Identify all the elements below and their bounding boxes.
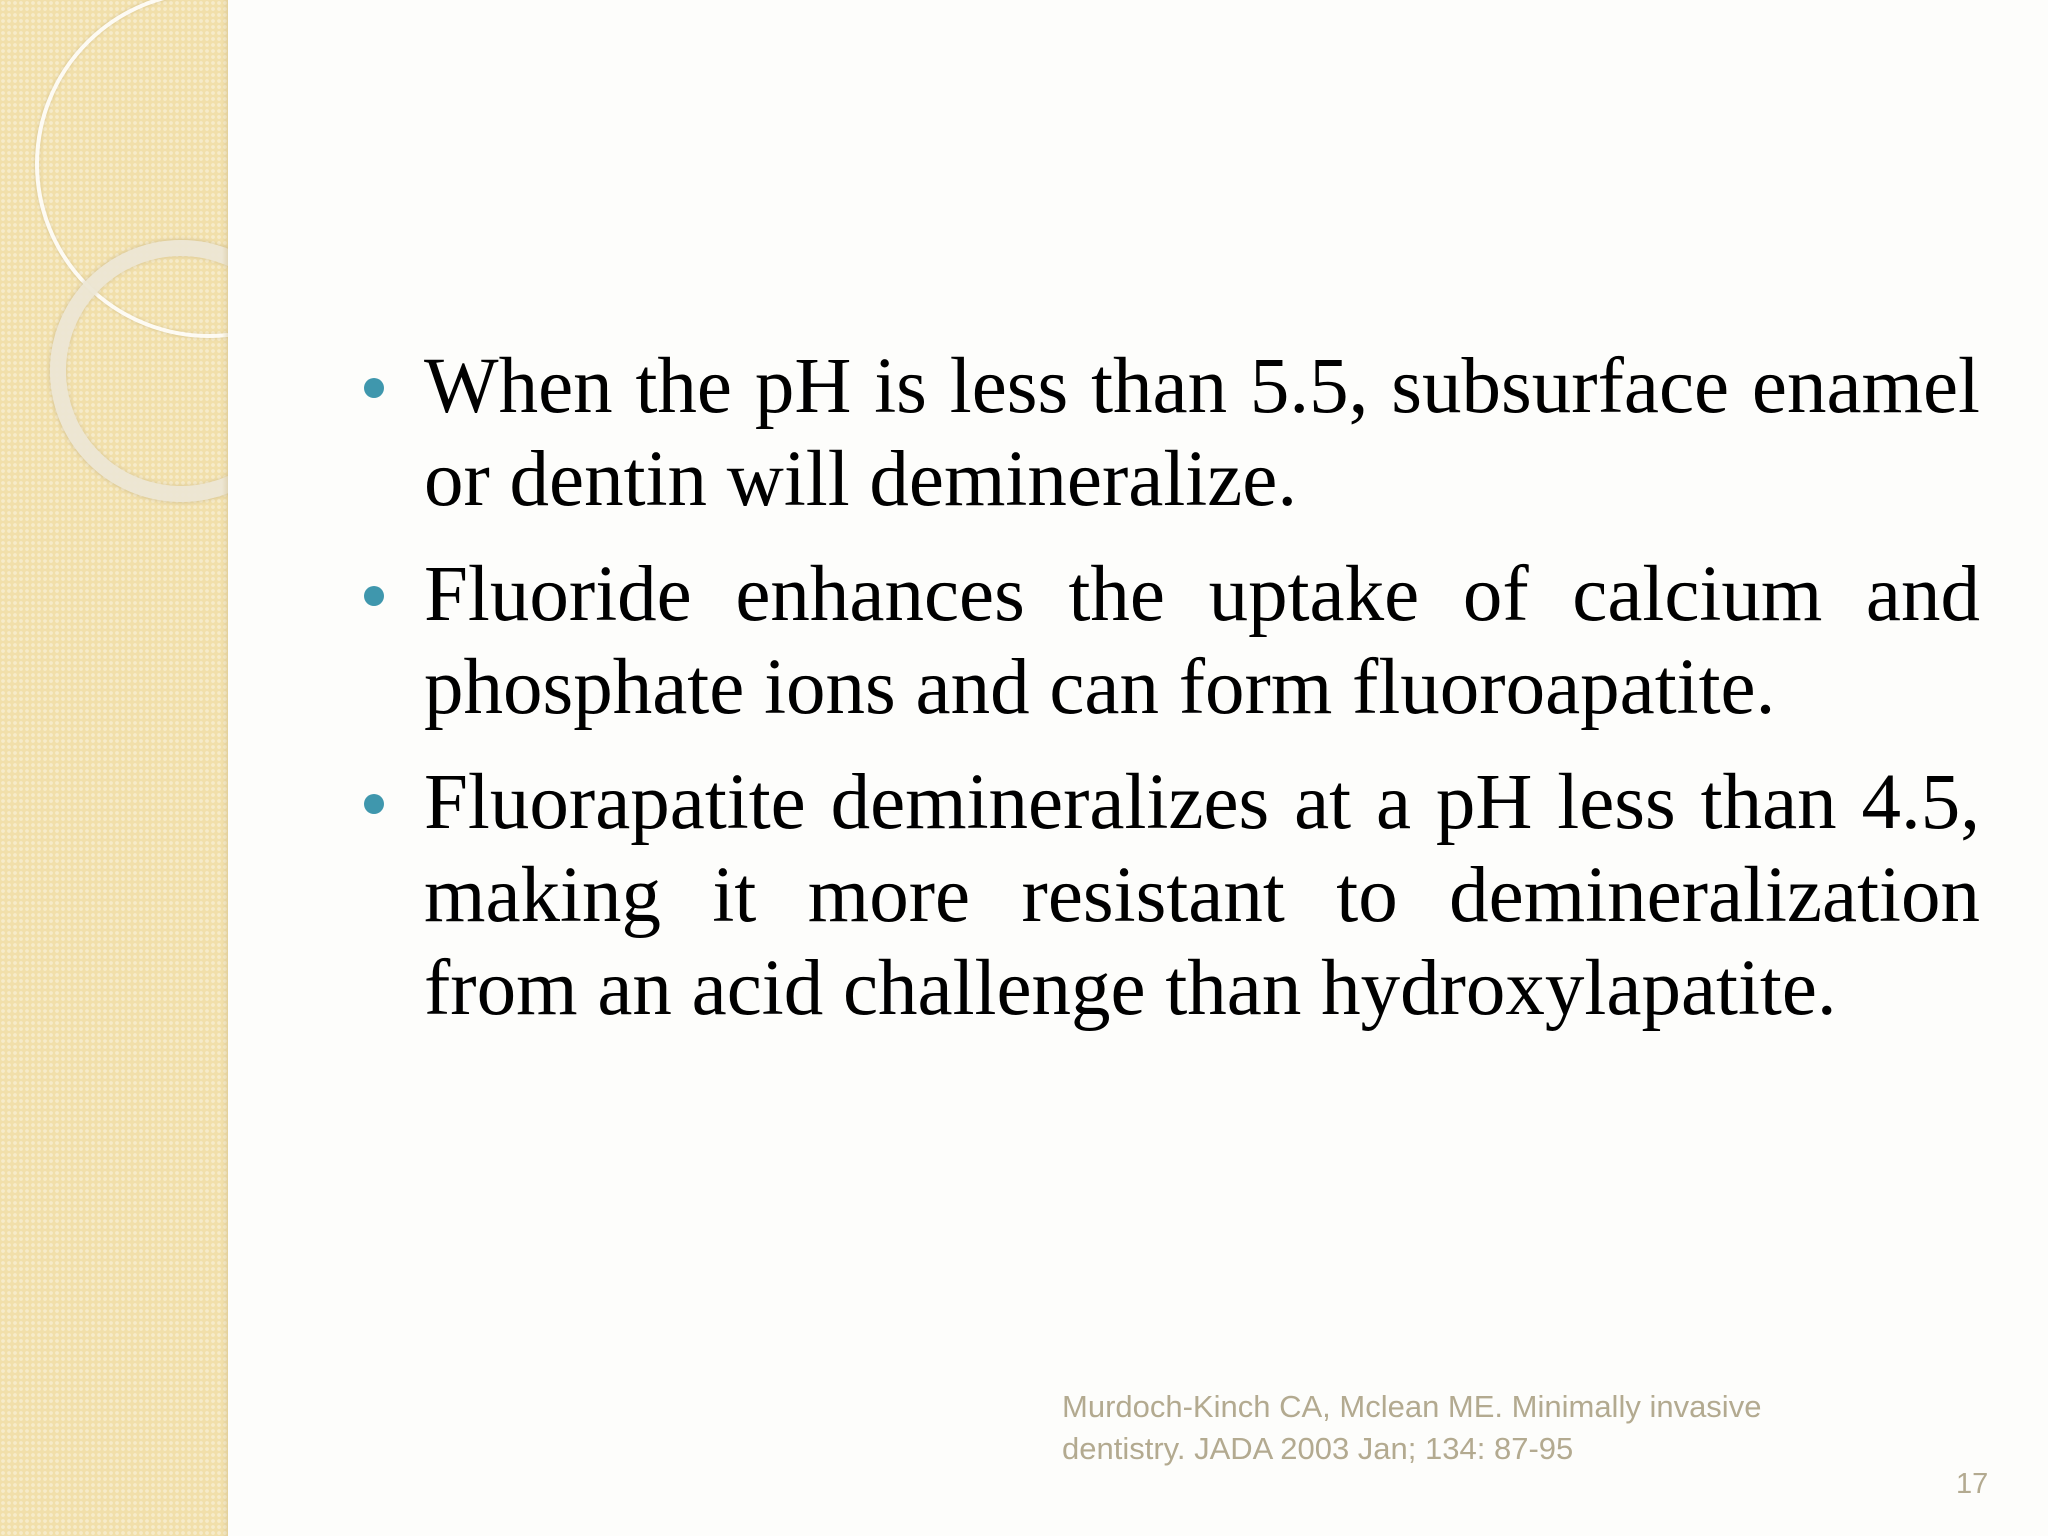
bullet-dot-icon (364, 586, 384, 606)
bullet-dot-icon (364, 794, 384, 814)
bullet-text: Fluorapatite demineralizes at a pH less than 4.5, making it more resistant to demineralization from an acid challenge than hydroxylapatite. (424, 759, 1980, 1032)
bullet-item-fluorapatite (358, 756, 1980, 1035)
bullet-item-fluoride (358, 548, 1980, 734)
citation-line-2: dentistry. JADA 2003 Jan; 134: 87-95 (1062, 1431, 1574, 1466)
decorative-side-panel (0, 0, 228, 1536)
slide-content (358, 340, 1980, 1057)
bullet-dot-icon (364, 378, 384, 398)
citation-reference (1062, 1386, 1862, 1470)
bullet-text: Fluoride enhances the uptake of calcium and phosphate ions and can form fluoroapatite. (424, 551, 1980, 731)
citation-line-1: Murdoch-Kinch CA, Mclean ME. Minimally invasive (1062, 1389, 1762, 1424)
panel-edge-shadow (222, 0, 228, 1536)
bullet-item-ph (358, 340, 1980, 526)
bullet-text: When the pH is less than 5.5, subsurface enamel or dentin will demineralize. (424, 343, 1980, 523)
slide-number: 17 (1956, 1468, 1989, 1500)
decorative-ring-inner (50, 240, 228, 502)
